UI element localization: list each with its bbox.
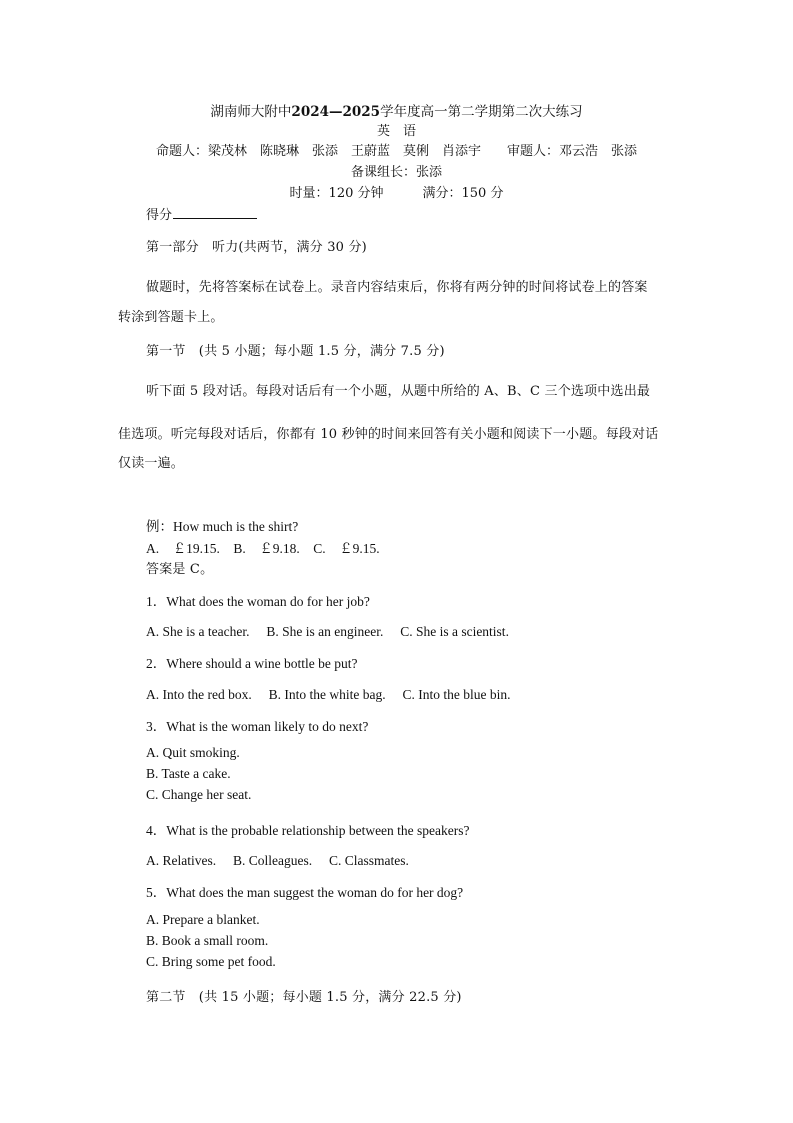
group-leader: 备课组长：张添 bbox=[350, 165, 442, 180]
example-answer: 答案是 C。 bbox=[146, 562, 214, 577]
question-3-option-b: B. Taste a cake. bbox=[146, 766, 231, 781]
question-3-option-a: A. Quit smoking. bbox=[146, 745, 240, 760]
example-options: A. ￡19.15. B. ￡9.18. C. ￡9.15. bbox=[146, 541, 380, 556]
section1-line3: 仅读一遍。 bbox=[118, 456, 185, 471]
question-2-options: A. Into the red box. B. Into the white bag. C. Into the blue bin. bbox=[146, 687, 511, 702]
question-5-option-c: C. Bring some pet food. bbox=[146, 954, 276, 969]
question-5-option-b: B. Book a small room. bbox=[146, 933, 269, 948]
question-5-option-a: A. Prepare a blanket. bbox=[146, 912, 260, 927]
exam-title bbox=[0, 100, 793, 120]
subject-title: 英 语 bbox=[376, 124, 416, 139]
score-label: 得分 bbox=[146, 208, 173, 223]
section1-line2: 佳选项。听完每段对话后，你都有 10 秒钟的时间来回答有关小题和阅读下一小题。每段对话 bbox=[118, 427, 659, 442]
score-blank bbox=[173, 206, 257, 219]
part1-instruction-line1: 做题时，先将答案标在试卷上。录音内容结束后，你将有两分钟的时间将试卷上的答案 bbox=[146, 280, 648, 295]
section1-heading: 第一节 (共 5 小题；每小题 1.5 分，满分 7.5 分) bbox=[146, 344, 445, 359]
part1-heading: 第一部分 听力(共两节，满分 30 分) bbox=[146, 240, 367, 255]
time-info: 时量：120 分钟 满分：150 分 bbox=[289, 186, 504, 201]
score-field bbox=[146, 204, 257, 223]
question-5: 5．What does the man suggest the woman do for her dog? bbox=[146, 885, 464, 900]
question-1: 1．What does the woman do for her job? bbox=[146, 594, 370, 609]
question-1-options: A. She is a teacher. B. She is an engineer. C. She is a scientist. bbox=[146, 624, 509, 639]
title-years: 2024—2025 bbox=[291, 104, 381, 120]
example-question: 例：How much is the shirt? bbox=[146, 519, 299, 534]
question-4-options: A. Relatives. B. Colleagues. C. Classmates. bbox=[146, 853, 409, 868]
question-2: 2．Where should a wine bottle be put? bbox=[146, 656, 358, 671]
title-prefix: 湖南师大附中 bbox=[210, 104, 292, 120]
section1-line1: 听下面 5 段对话。每段对话后有一个小题，从题中所给的 A、B、C 三个选项中选出最 bbox=[146, 384, 651, 399]
question-3-option-c: C. Change her seat. bbox=[146, 787, 252, 802]
question-3: 3．What is the woman likely to do next? bbox=[146, 719, 369, 734]
section2-heading: 第二节 (共 15 小题；每小题 1.5 分，满分 22.5 分) bbox=[146, 990, 462, 1005]
title-suffix: 学年度高一第二学期第二次大练习 bbox=[380, 104, 583, 120]
question-4: 4．What is the probable relationship between the speakers? bbox=[146, 823, 470, 838]
part1-instruction-line2: 转涂到答题卡上。 bbox=[118, 310, 224, 325]
setters-line: 命题人：梁茂林 陈晓琳 张添 王蔚蓝 莫俐 肖添宇 审题人：邓云浩 张添 bbox=[155, 144, 637, 159]
